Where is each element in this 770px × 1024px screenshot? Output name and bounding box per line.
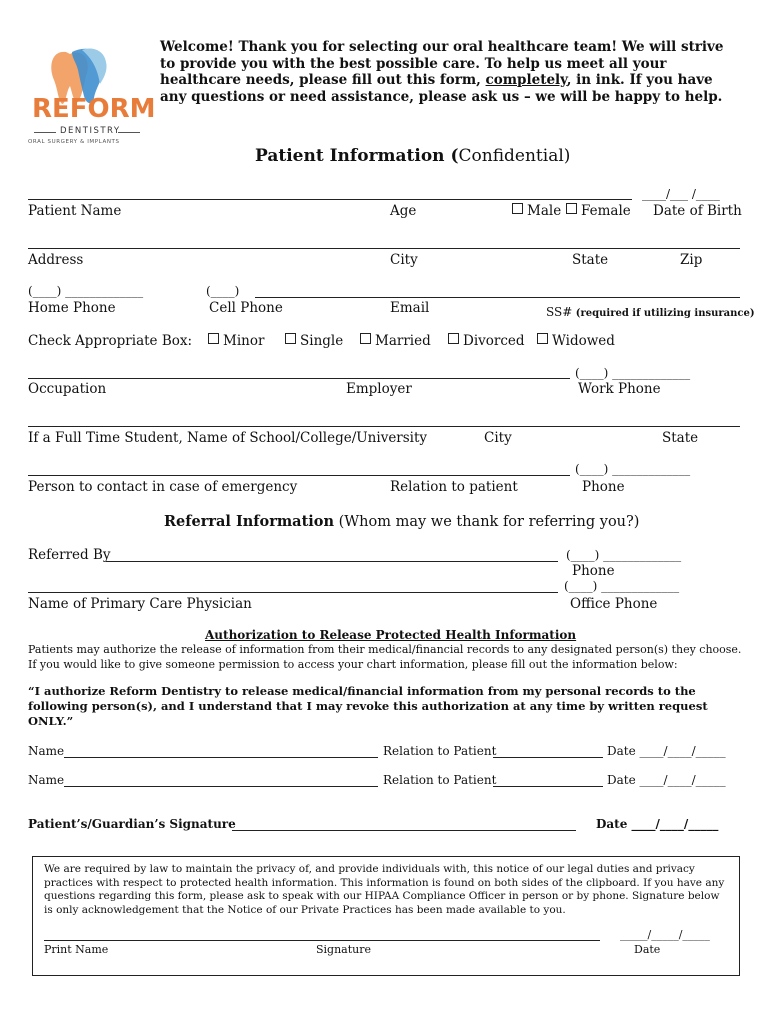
- auth-relation-label-2: Relation to Patient: [383, 773, 497, 787]
- female-checkbox[interactable]: Female: [566, 203, 631, 219]
- auth-relation-label-1: Relation to Patient: [383, 744, 497, 758]
- emergency-contact-label: Person to contact in case of emergency: [28, 479, 298, 495]
- patient-name-line[interactable]: [28, 199, 632, 200]
- dob-label: Date of Birth: [653, 203, 742, 219]
- auth-date-label-1[interactable]: Date ____/____/_____: [607, 744, 726, 758]
- signature-label: Patient’s/Guardian’s Signature: [28, 817, 236, 831]
- checkbox-icon[interactable]: [537, 333, 548, 344]
- auth-relation-line-2[interactable]: [493, 786, 603, 787]
- checkbox-icon[interactable]: [360, 333, 371, 344]
- work-phone-blank[interactable]: (____) _____________: [575, 366, 691, 380]
- checkbox-icon[interactable]: [285, 333, 296, 344]
- employer-label: Employer: [346, 381, 412, 397]
- option-married[interactable]: Married: [360, 333, 431, 349]
- authorization-heading: Authorization to Release Protected Health Information: [205, 628, 577, 642]
- home-phone-blank[interactable]: (____) _____________: [28, 284, 144, 298]
- welcome-message: Welcome! Thank you for selecting our oral healthcare team! We will strive to provide you with the best possible care. To help us meet all your healthcare needs, please fill out this form, completely, in ink. If you have any questions or need assistance, please ask us – we will be happy to help.: [160, 39, 724, 105]
- referral-phone-blank[interactable]: (____) _____________: [566, 548, 682, 562]
- emergency-phone-blank[interactable]: (____) _____________: [575, 462, 691, 476]
- ss-label: SS# (required if utilizing insurance): [546, 305, 755, 319]
- address-line[interactable]: [28, 248, 740, 249]
- state-label: State: [572, 252, 609, 268]
- checkbox-icon[interactable]: [512, 203, 523, 214]
- patient-name-label: Patient Name: [28, 203, 122, 219]
- emergency-contact-line[interactable]: [28, 475, 570, 476]
- option-minor[interactable]: Minor: [208, 333, 264, 349]
- occupation-label: Occupation: [28, 381, 107, 397]
- logo-brand: REFORM: [32, 94, 156, 124]
- address-label: Address: [28, 252, 84, 268]
- office-phone-label: Office Phone: [570, 596, 658, 612]
- print-name-label: Print Name: [44, 943, 109, 956]
- auth-relation-line-1[interactable]: [493, 757, 603, 758]
- city-label: City: [390, 252, 418, 268]
- check-box-label: Check Appropriate Box:: [28, 333, 193, 349]
- referral-phone-label: Phone: [572, 563, 615, 579]
- signature-line[interactable]: [232, 830, 576, 831]
- patient-info-title: Patient Information (Confidential): [255, 146, 571, 166]
- physician-line[interactable]: [28, 592, 558, 593]
- checkbox-icon[interactable]: [448, 333, 459, 344]
- dob-blank[interactable]: ____/___ /____: [642, 187, 720, 201]
- auth-name-label-1: Name: [28, 744, 65, 758]
- signature-date[interactable]: Date ____/____/_____: [596, 817, 719, 831]
- male-checkbox[interactable]: Male: [512, 203, 561, 219]
- notice-date-blank[interactable]: _____/_____/_____: [620, 928, 710, 941]
- email-label: Email: [390, 300, 430, 316]
- emergency-phone-label: Phone: [582, 479, 625, 495]
- school-city-label: City: [484, 430, 512, 446]
- referred-by-line[interactable]: [106, 561, 558, 562]
- auth-name-label-2: Name: [28, 773, 65, 787]
- option-widowed[interactable]: Widowed: [537, 333, 615, 349]
- authorization-quote: “I authorize Reform Dentistry to release medical/financial information from my personal records to the following person(s), and I understand that I may revoke this authorization at any time by written request ONLY.”: [28, 684, 708, 728]
- print-name-signature-line[interactable]: [44, 940, 600, 941]
- cell-phone-blank[interactable]: (____): [206, 284, 240, 298]
- notice-signature-label: Signature: [316, 943, 372, 956]
- auth-name-line-2[interactable]: [64, 786, 378, 787]
- logo-sub: DENTISTRY: [60, 126, 121, 136]
- cell-email-ss-line[interactable]: [255, 297, 740, 298]
- option-single[interactable]: Single: [285, 333, 343, 349]
- notice-date-label: Date: [634, 943, 661, 956]
- authorization-line-1: Patients may authorize the release of information from their medical/financial records to any designated person(s) they choose.: [28, 643, 742, 656]
- school-line[interactable]: [28, 426, 740, 427]
- age-label: Age: [390, 203, 417, 219]
- privacy-notice-text: We are required by law to maintain the privacy of, and provide individuals with, this notice of our legal duties and privacy practices with respect to protected health information. This information is found on both sides of the clipboard. If you have any questions regarding this form, please ask to speak with our HIPAA Compliance Officer in person or by phone. Signature below is only acknowledgement that the Notice of our Private Practices has been made available to you.: [44, 863, 725, 916]
- relation-label: Relation to patient: [390, 479, 518, 495]
- option-divorced[interactable]: Divorced: [448, 333, 525, 349]
- reform-dentistry-logo: [22, 40, 156, 150]
- zip-label: Zip: [680, 252, 703, 268]
- office-phone-blank[interactable]: (____) _____________: [564, 579, 680, 593]
- logo-tagline: ORAL SURGERY & IMPLANTS: [28, 139, 120, 145]
- referral-title: Referral Information (Whom may we thank for referring you?): [164, 513, 640, 530]
- occupation-line[interactable]: [28, 378, 570, 379]
- cell-phone-label: Cell Phone: [209, 300, 283, 316]
- auth-date-label-2[interactable]: Date ____/____/_____: [607, 773, 726, 787]
- school-state-label: State: [662, 430, 699, 446]
- referred-by-label: Referred By: [28, 547, 111, 563]
- work-phone-label: Work Phone: [578, 381, 661, 397]
- authorization-line-2: If you would like to give someone permission to access your chart information, please fill out the information below:: [28, 658, 678, 671]
- auth-name-line-1[interactable]: [64, 757, 378, 758]
- checkbox-icon[interactable]: [208, 333, 219, 344]
- checkbox-icon[interactable]: [566, 203, 577, 214]
- school-label: If a Full Time Student, Name of School/College/University: [28, 430, 428, 446]
- physician-label: Name of Primary Care Physician: [28, 596, 252, 612]
- home-phone-label: Home Phone: [28, 300, 116, 316]
